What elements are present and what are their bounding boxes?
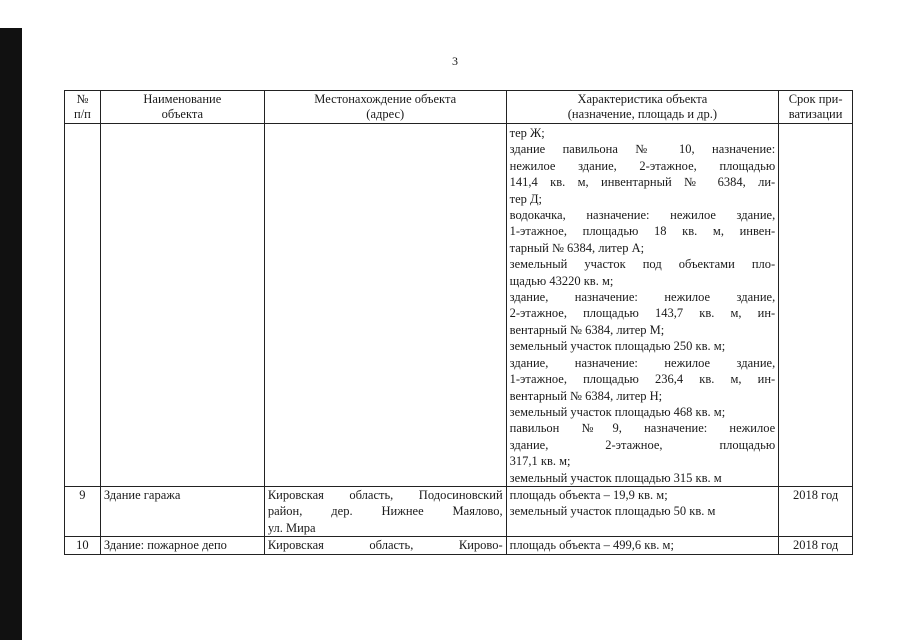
header-characteristics	[506, 91, 779, 124]
cell-characteristics	[506, 124, 779, 487]
location-line: Кировская область, Подосиновский	[267, 487, 503, 502]
header-term-line1: Срок при-	[788, 92, 843, 106]
cell-term: 2018 год	[779, 537, 853, 554]
cell-location	[264, 486, 506, 536]
char-line: 317,1 кв. м;	[509, 454, 571, 469]
header-number-line1: №	[76, 92, 89, 106]
cell-term: 2018 год	[779, 486, 853, 536]
char-line: 2-этажное, площадью 143,7 кв. м, ин-	[509, 306, 776, 321]
cell-name: Здание гаража	[100, 486, 264, 536]
cell-characteristics	[506, 486, 779, 536]
char-line: щадью 43220 кв. м;	[509, 273, 614, 288]
char-line: вентарный № 6384, литер М;	[509, 322, 665, 337]
char-line: здание, 2-этажное, площадью	[509, 437, 776, 452]
header-location	[264, 91, 506, 124]
header-location-line1: Местонахождение объекта	[314, 92, 457, 106]
header-char-line1: Характеристика объекта	[577, 92, 708, 106]
char-line: площадь объекта – 19,9 кв. м;	[509, 487, 668, 502]
header-name-line1: Наименование	[143, 92, 222, 106]
table-row	[65, 486, 853, 536]
header-term-line2: ватизации	[788, 107, 843, 121]
cell-number: 10	[65, 537, 101, 554]
char-line: здание павильона № 10, назначение:	[509, 142, 776, 157]
char-line: нежилое здание, 2-этажное, площадью	[509, 158, 776, 173]
header-name-line2: объекта	[161, 107, 204, 121]
cell-number: 9	[65, 486, 101, 536]
char-line: земельный участок площадью 50 кв. м	[509, 504, 716, 519]
char-line: водокачка, назначение: нежилое здание,	[509, 208, 776, 223]
char-line: земельный участок площадью 250 кв. м;	[509, 339, 726, 354]
char-line: площадь объекта – 499,6 кв. м;	[509, 538, 674, 553]
table-row	[65, 537, 853, 554]
cell-number	[65, 124, 101, 487]
cell-name	[100, 124, 264, 487]
header-char-line2: (назначение, площадь и др.)	[567, 107, 718, 121]
location-line: район, дер. Нижнее Маялово,	[267, 504, 503, 519]
char-line: тер Д;	[509, 191, 543, 206]
page-number: 3	[452, 54, 458, 68]
location-line: Кировская область, Кирово-	[267, 538, 503, 553]
char-line: здание, назначение: нежилое здание,	[509, 355, 776, 370]
cell-location	[264, 124, 506, 487]
char-line: земельный участок площадью 315 кв. м	[509, 470, 722, 485]
cell-location	[264, 537, 506, 554]
char-line: 141,4 кв. м, инвентарный № 6384, ли-	[509, 175, 776, 190]
header-number-line2: п/п	[74, 107, 91, 121]
scan-edge-shadow	[0, 28, 22, 640]
header-location-line2: (адрес)	[366, 107, 405, 121]
char-line: здание, назначение: нежилое здание,	[509, 290, 776, 305]
char-line: 1-этажное, площадью 236,4 кв. м, ин-	[509, 372, 776, 387]
property-table	[64, 90, 853, 555]
cell-term	[779, 124, 853, 487]
char-line: земельный участок площадью 468 кв. м;	[509, 404, 726, 419]
header-object-name	[100, 91, 264, 124]
char-line: 1-этажное, площадью 18 кв. м, инвен-	[509, 224, 776, 239]
header-privatization-term	[779, 91, 853, 124]
table-header-row	[65, 91, 853, 124]
header-number	[65, 91, 101, 124]
location-line: ул. Мира	[267, 520, 316, 535]
char-line: тарный № 6384, литер А;	[509, 240, 645, 255]
char-line: тер Ж;	[509, 126, 545, 140]
cell-name: Здание: пожарное депо	[100, 537, 264, 554]
cell-characteristics	[506, 537, 779, 554]
char-line: земельный участок под объектами пло-	[509, 257, 776, 272]
table-row-continuation	[65, 124, 853, 487]
char-line: павильон №9, назначение: нежилое	[509, 421, 776, 436]
char-line: вентарный № 6384, литер Н;	[509, 388, 663, 403]
